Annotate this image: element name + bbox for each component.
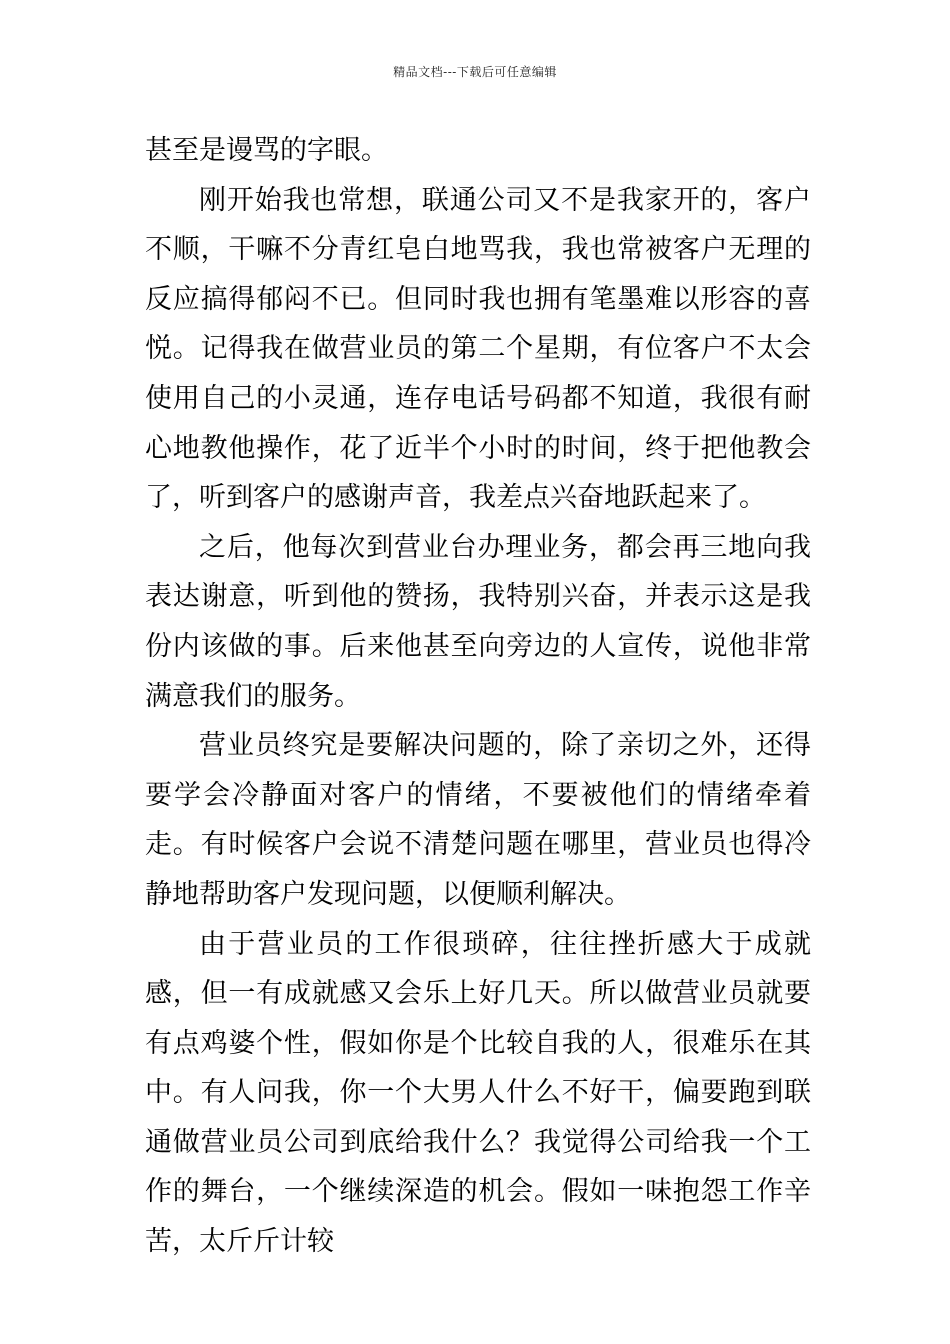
- paragraph-4: 营业员终究是要解决问题的，除了亲切之外，还得要学会冷静面对客户的情绪，不要被他们的情绪牵着走。有时候客户会说不清楚问题在哪里，营业员也得冷静地帮助客户发现问题，以便顺利解决。: [145, 730, 811, 910]
- paragraph-2: 刚开始我也常想，联通公司又不是我家开的，客户不顺，干嘛不分青红皂白地骂我，我也常被客户无理的反应搞得郁闷不已。但同时我也拥有笔墨难以形容的喜悦。记得我在做营业员的第二个星期，有位客户不太会使用自己的小灵通，连存电话号码都不知道，我很有耐心地教他操作，花了近半个小时的时间，终于把他教会了，听到客户的感谢声音，我差点兴奋地跃起来了。: [145, 184, 811, 514]
- document-body: [145, 126, 811, 1267]
- page-header: 精品文档---下载后可任意编辑: [393, 65, 557, 79]
- paragraph-1: 甚至是谩骂的字眼。: [145, 135, 388, 166]
- paragraph-3: 之后，他每次到营业台办理业务，都会再三地向我表达谢意，听到他的赞扬，我特别兴奋，并表示这是我份内该做的事。后来他甚至向旁边的人宣传，说他非常满意我们的服务。: [145, 531, 811, 712]
- paragraph-5: 由于营业员的工作很琐碎，往往挫折感大于成就感，但一有成就感又会乐上好几天。所以做营业员就要有点鸡婆个性，假如你是个比较自我的人，很难乐在其中。有人问我，你一个大男人什么不好干，偏要跑到联通做营业员公司到底给我什么？我觉得公司给我一个工作的舞台，一个继续深造的机会。假如一味抱怨工作辛苦，太斤斤计较: [145, 928, 811, 1258]
